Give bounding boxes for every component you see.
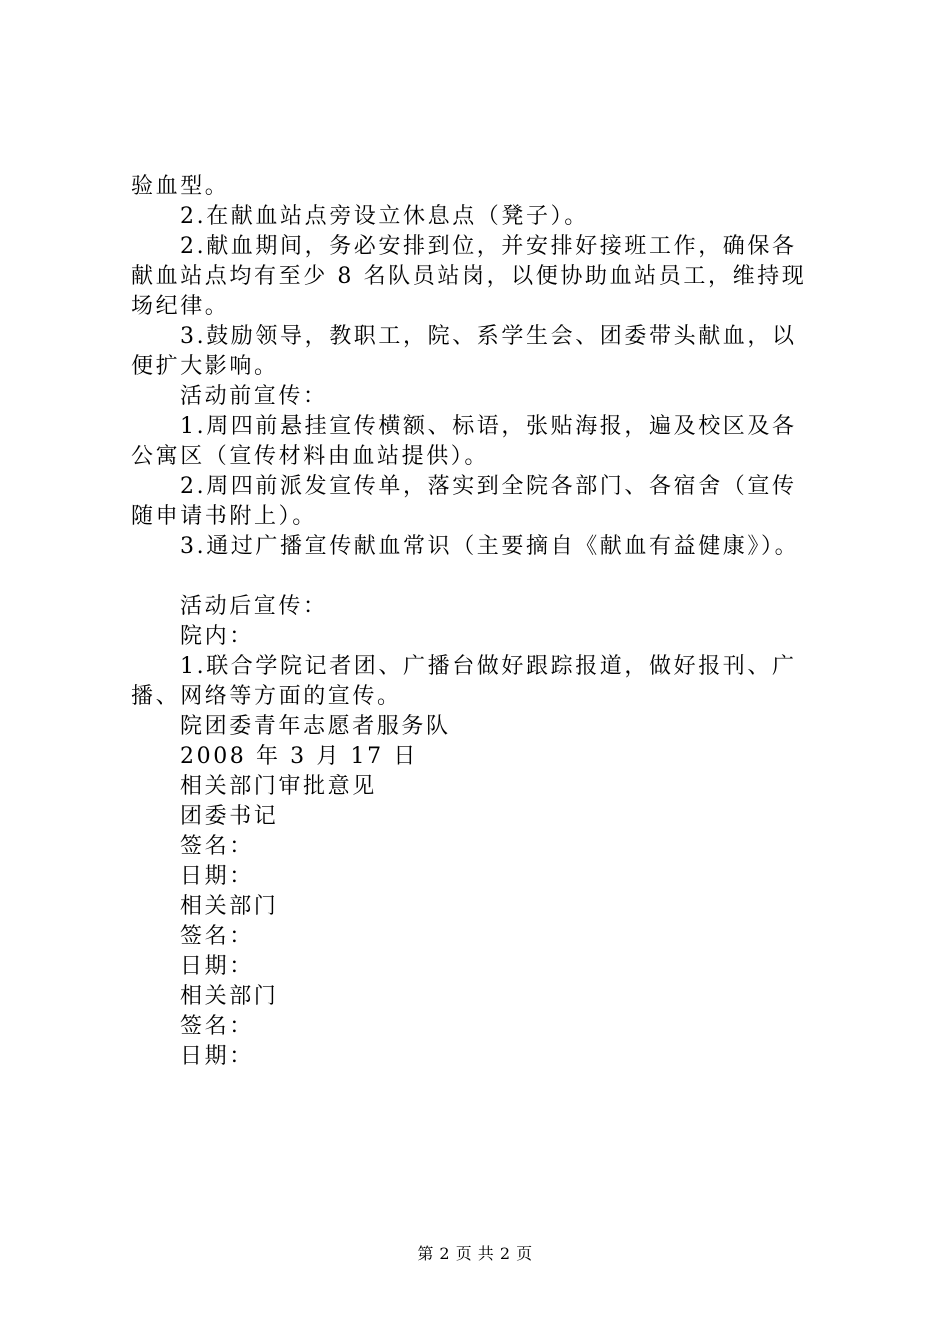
text-line: 1.联合学院记者团、广播台做好跟踪报道，做好报刊、广 (180, 654, 797, 679)
document-body (131, 172, 851, 1072)
text-line: 院团委青年志愿者服务队 (180, 714, 451, 739)
text-line: 团委书记 (180, 804, 279, 829)
text-line: 相关部门 (180, 894, 279, 919)
text-line: 2008 年 3 月 17 日 (180, 744, 418, 769)
text-line: 签名： (180, 924, 254, 949)
text-line: 场纪律。 (131, 294, 230, 319)
text-line: 献血站点均有至少 8 名队员站岗，以便协助血站员工，维持现 (131, 264, 807, 289)
text-line: 验血型。 (131, 174, 230, 199)
page-footer: 第 2 页 共 2 页 (417, 1244, 533, 1263)
text-line: 相关部门审批意见 (180, 774, 377, 799)
text-line: 3.鼓励领导，教职工，院、系学生会、团委带头献血，以 (180, 324, 797, 349)
text-line: 播、网络等方面的宣传。 (131, 684, 402, 709)
text-line: 签名： (180, 1014, 254, 1039)
text-line: 相关部门 (180, 984, 279, 1009)
text-line: 2.献血期间，务必安排到位，并安排好接班工作，确保各 (180, 234, 797, 259)
text-line: 日期： (180, 864, 254, 889)
text-line: 3.通过广播宣传献血常识（主要摘自《献血有益健康》）。 (180, 534, 800, 559)
text-line: 活动前宣传： (180, 384, 328, 409)
text-line: 日期： (180, 954, 254, 979)
text-line: 日期： (180, 1044, 254, 1069)
text-line: 1.周四前悬挂宣传横额、标语，张贴海报，遍及校区及各 (180, 414, 797, 439)
text-line: 活动后宣传： (180, 594, 328, 619)
text-line: 2.周四前派发宣传单，落实到全院各部门、各宿舍（宣传 (180, 474, 797, 499)
text-line: 2.在献血站点旁设立休息点（凳子）。 (180, 204, 589, 229)
text-line: 随申请书附上）。 (131, 504, 317, 529)
text-line: 公寓区（宣传材料由血站提供）。 (131, 444, 490, 469)
text-line: 签名： (180, 834, 254, 859)
text-line: 院内： (180, 624, 254, 649)
blank-line (131, 562, 851, 592)
text-line: 便扩大影响。 (131, 354, 279, 379)
